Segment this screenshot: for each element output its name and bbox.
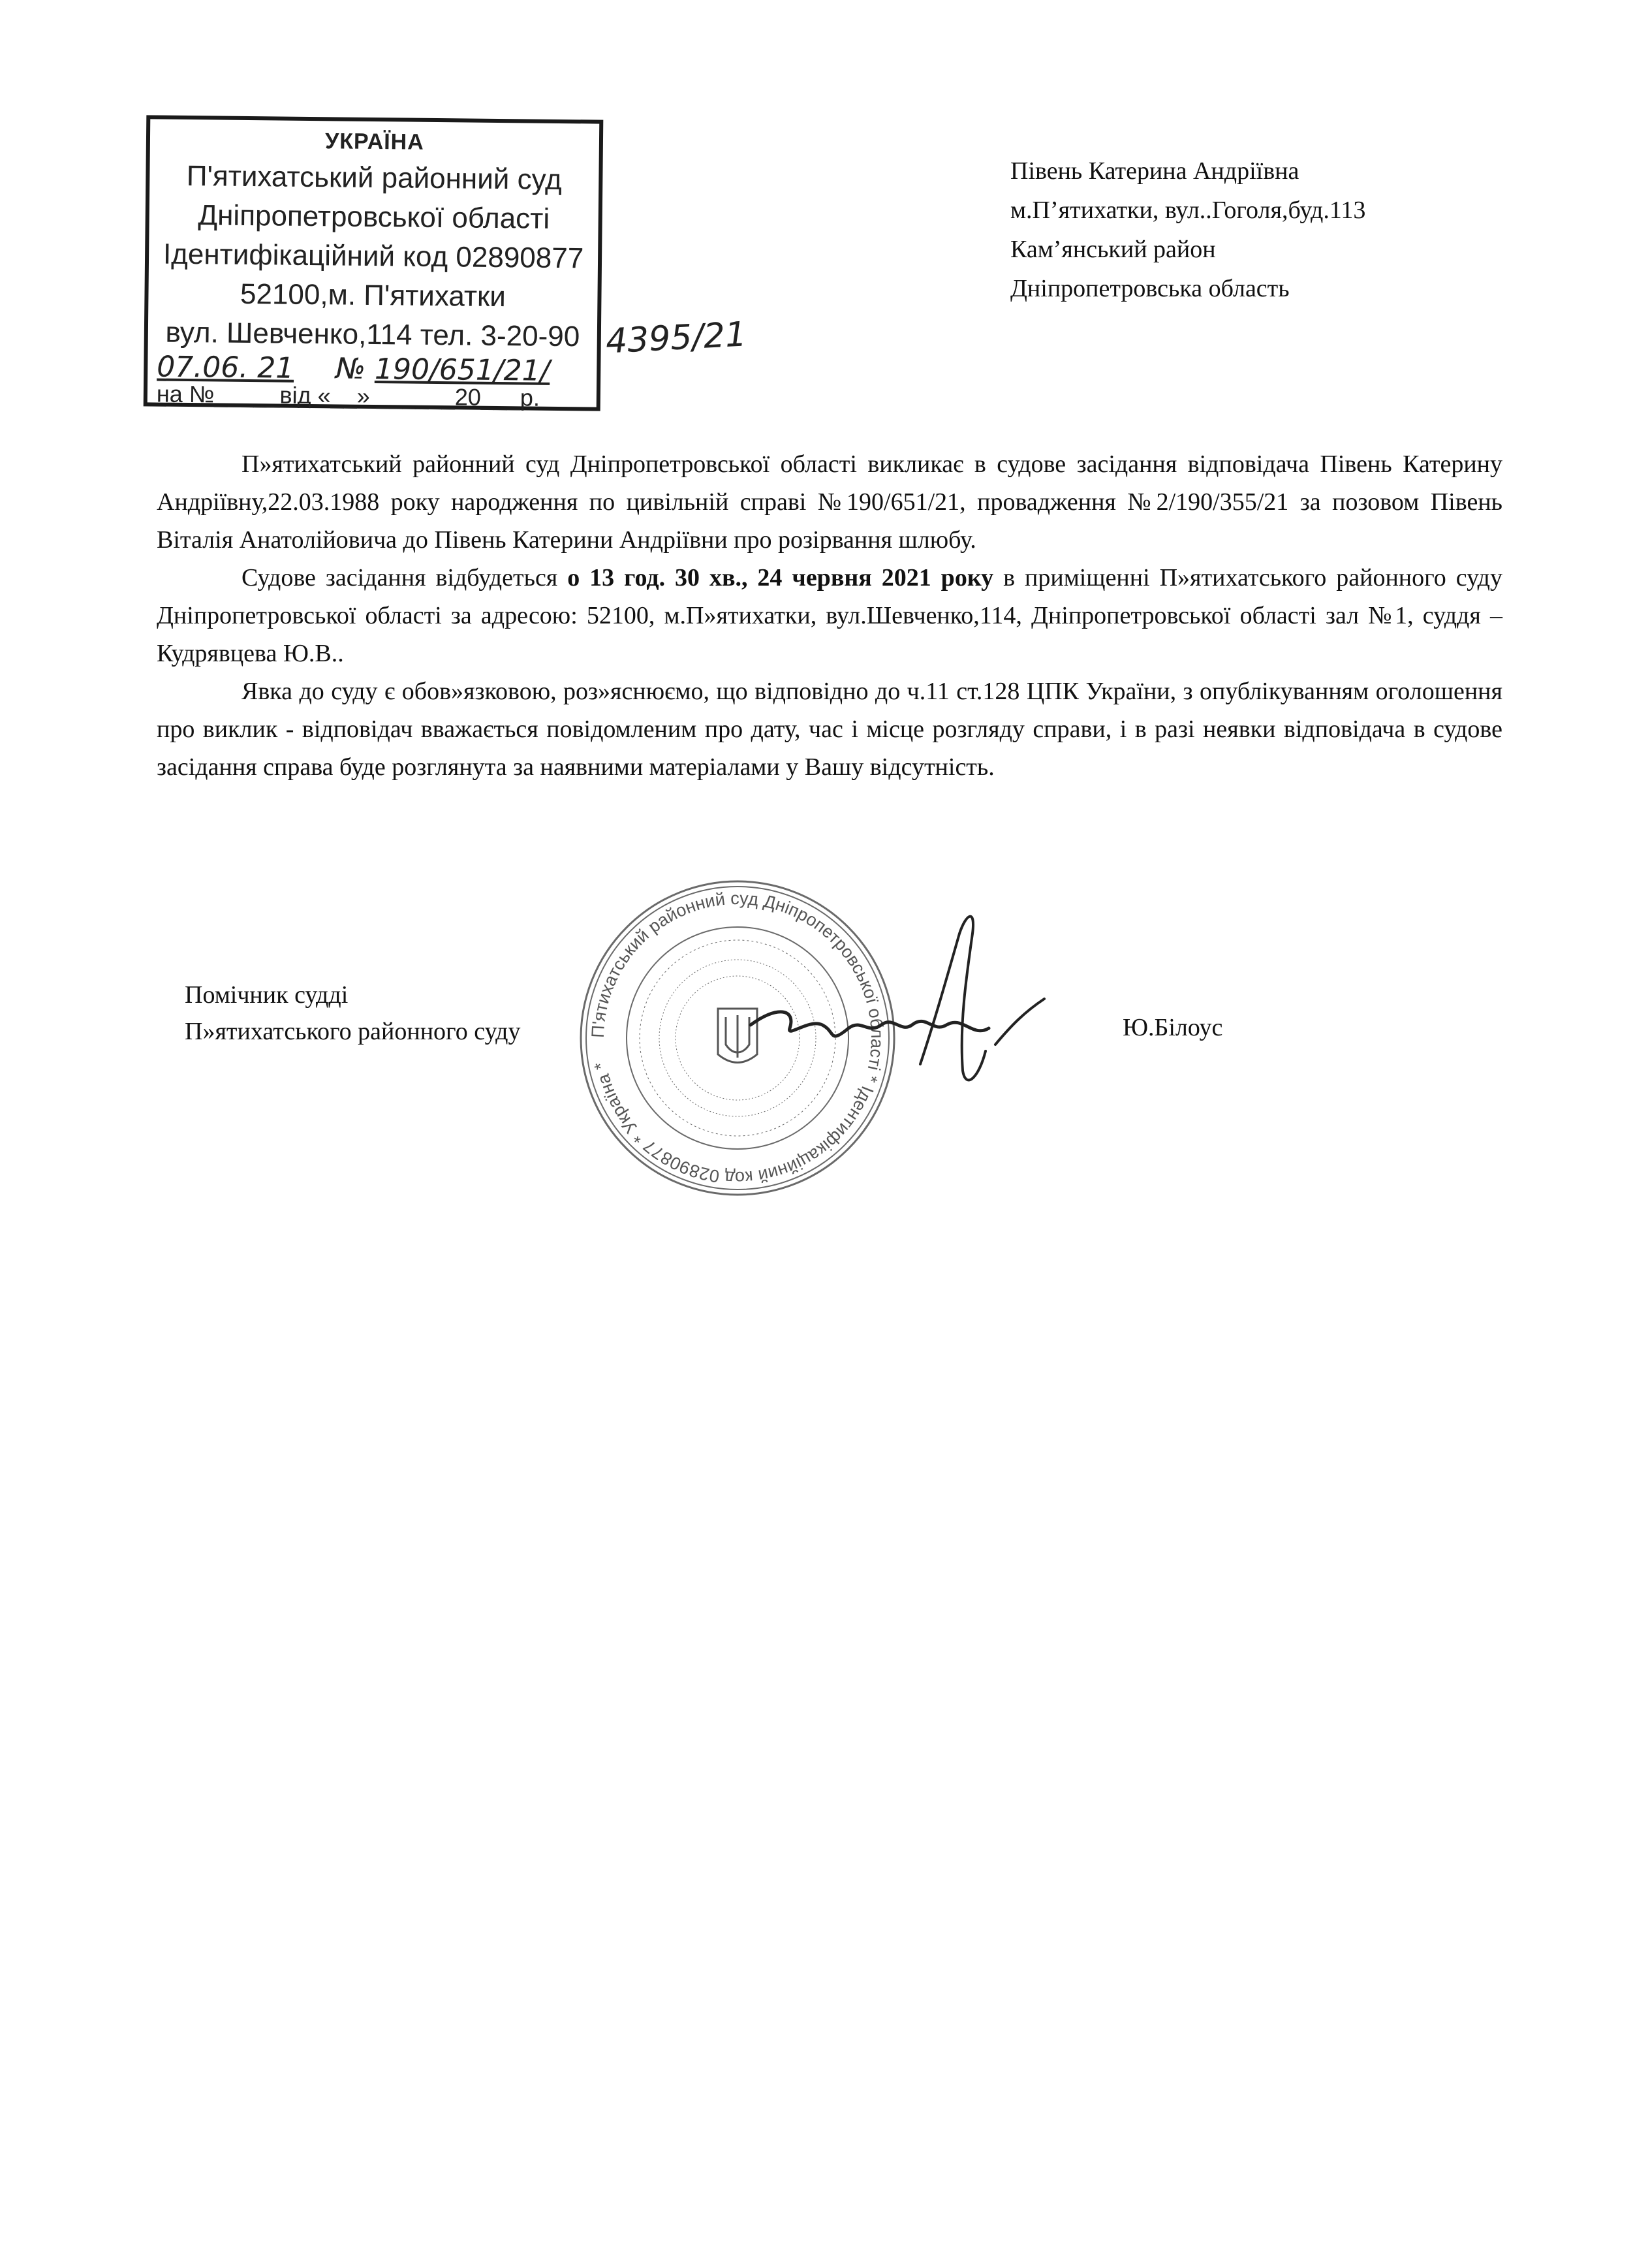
stamp-id-code: Ідентифікаційний код 02890877 bbox=[163, 238, 584, 275]
stamp-court-name: П'ятихатський районний суд bbox=[186, 159, 563, 197]
stamp-handwritten-number: 190/651/21/ bbox=[374, 353, 550, 388]
signer-position-line-1: Помічник судді bbox=[185, 981, 349, 1009]
stamp-handwritten-date: 07.06. 21 bbox=[157, 350, 294, 385]
addressee-street: м.П’ятихатки, вул..Гоголя,буд.113 bbox=[1010, 197, 1366, 224]
summons-paragraph-2 bbox=[157, 559, 1502, 672]
handwritten-outgoing-number: 4395/21 bbox=[604, 315, 748, 362]
addressee-block bbox=[1010, 151, 1365, 308]
summons-body bbox=[157, 445, 1502, 786]
stamp-reference-line: на №_____від «__» ______20___р. bbox=[156, 380, 540, 411]
handwritten-signature bbox=[738, 894, 1103, 1103]
registration-stamp bbox=[144, 115, 604, 411]
stamp-country: УКРАЇНА bbox=[324, 129, 424, 155]
addressee-name: Півень Катерина Андріївна bbox=[1010, 157, 1299, 185]
paragraph-2-end: в приміщенні П»ятихатського районного суду Дніпропетровської області за адресою: 52100, м.П»ятихатки, вул.Шевченко,114, Дніпропетровської області зал №1, суддя – Кудрявцева Ю.В.. bbox=[157, 564, 1503, 667]
summons-paragraph-1: П»ятихатський районний суд Дніпропетровської області викликає в судове засідання відповідача Півень Катерину Андріївну,22.03.1988 року народження по цивільній справі №190/651/21, провадження №2/190/355/21 за позовом Півень Віталія Анатолійовича до Півень Катерини Андріївни про розірвання шлюбу. bbox=[157, 450, 1502, 554]
stamp-street-phone: вул. Шевченко,114 тел. 3-20-90 bbox=[165, 316, 580, 353]
signer-position-line-2: П»ятихатського районного суду bbox=[185, 1018, 521, 1045]
addressee-district: Кам’янський район bbox=[1010, 236, 1216, 263]
signer-position bbox=[185, 977, 521, 1050]
stamp-postal-city: 52100,м. П'ятихатки bbox=[240, 277, 506, 313]
stamp-number-label: № bbox=[335, 352, 366, 386]
signer-name: Ю.Білоус bbox=[1123, 1014, 1223, 1041]
hearing-datetime: о 13 год. 30 хв., 24 червня 2021 року bbox=[567, 564, 994, 591]
seal-ring-text: П'ятихатський районний суд Дніпропетровської області * Ідентифікаційний код 02890877 * Україна * bbox=[587, 888, 888, 1188]
stamp-region: Дніпропетровської області bbox=[198, 199, 550, 235]
summons-paragraph-3: Явка до суду є обов»язковою, роз»яснюємо, що відповідно до ч.11 ст.128 ЦПК України, з опублікуванням оголошення про виклик - відповідач вважається повідомленим про дату, час і місце розгляду справи, і в разі неявки відповідача в судове засідання справа буде розглянута за наявними матеріалами у Вашу відсутність. bbox=[157, 678, 1502, 781]
addressee-region: Дніпропетровська область bbox=[1010, 275, 1290, 302]
paragraph-2-start: Судове засідання відбудеться bbox=[241, 564, 568, 591]
